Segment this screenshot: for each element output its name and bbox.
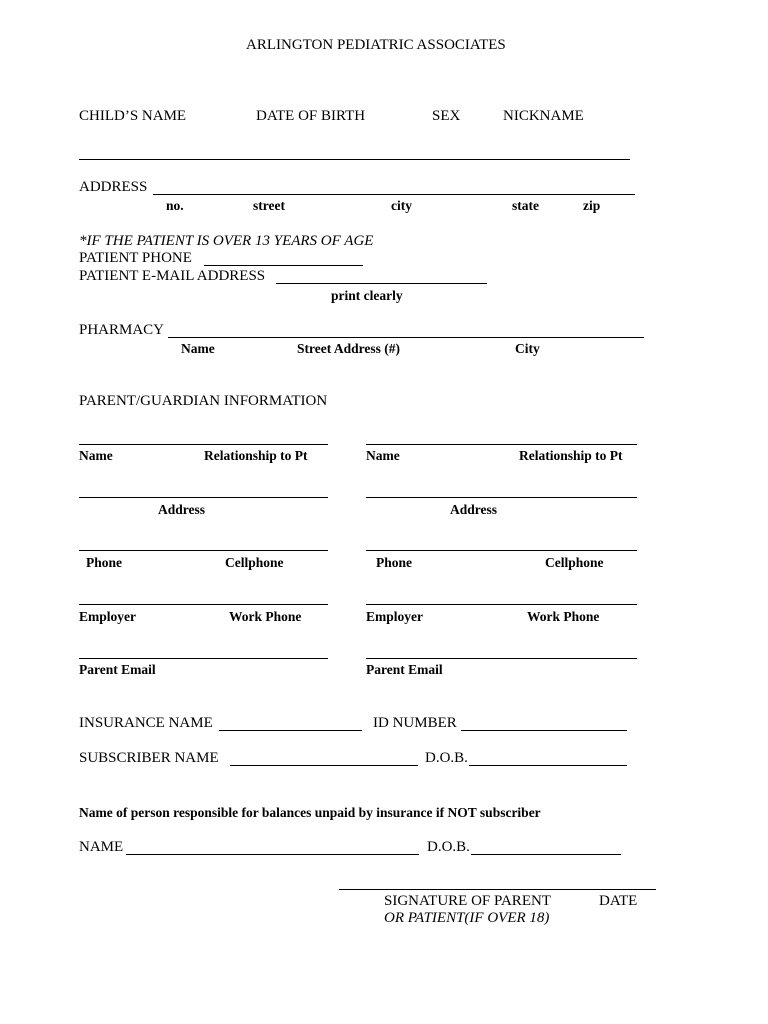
guardian1-email-line[interactable] <box>79 658 328 659</box>
form-title: ARLINGTON PEDIATRIC ASSOCIATES <box>246 37 506 53</box>
responsible-name-label: NAME <box>79 839 124 855</box>
patient-age-note: *IF THE PATIENT IS OVER 13 YEARS OF AGE <box>79 233 374 249</box>
guardian1-phone-line[interactable] <box>79 550 328 551</box>
responsible-dob-line[interactable] <box>471 854 621 855</box>
date-of-birth-label: DATE OF BIRTH <box>256 108 366 124</box>
responsible-name-line[interactable] <box>126 854 419 855</box>
address-street-caption: street <box>253 198 285 213</box>
guardian2-work-phone-caption: Work Phone <box>527 609 600 624</box>
guardian2-employer-caption: Employer <box>366 609 423 624</box>
responsible-party-note: Name of person responsible for balances unpaid by insurance if NOT subscriber <box>79 805 541 820</box>
guardian2-phone-line[interactable] <box>366 550 637 551</box>
guardian2-phone-caption: Phone <box>376 555 413 570</box>
guardian1-address-caption: Address <box>158 502 206 517</box>
guardian1-work-phone-caption: Work Phone <box>229 609 302 624</box>
signature-line[interactable] <box>339 889 656 890</box>
patient-email-line[interactable] <box>276 283 487 284</box>
subscriber-name-label: SUBSCRIBER NAME <box>79 750 219 766</box>
id-number-line[interactable] <box>461 730 627 731</box>
address-line[interactable] <box>153 194 635 195</box>
subscriber-name-line[interactable] <box>230 765 418 766</box>
address-label: ADDRESS <box>79 179 148 195</box>
child-info-line[interactable] <box>79 159 630 160</box>
id-number-label: ID NUMBER <box>373 715 457 731</box>
insurance-name-line[interactable] <box>219 730 362 731</box>
pharmacy-street-caption: Street Address (#) <box>297 341 400 356</box>
guardian2-name-line[interactable] <box>366 444 637 445</box>
subscriber-dob-line[interactable] <box>469 765 627 766</box>
sex-label: SEX <box>432 108 461 124</box>
guardian1-name-line[interactable] <box>79 444 328 445</box>
childs-name-label: CHILD’S NAME <box>79 108 187 124</box>
address-city-caption: city <box>391 198 412 213</box>
patient-phone-label: PATIENT PHONE <box>79 250 192 266</box>
address-state-caption: state <box>512 198 539 213</box>
guardian2-email-line[interactable] <box>366 658 637 659</box>
pharmacy-city-caption: City <box>515 341 540 356</box>
guardian2-cellphone-caption: Cellphone <box>545 555 604 570</box>
guardian2-email-caption: Parent Email <box>366 662 443 677</box>
insurance-name-label: INSURANCE NAME <box>79 715 213 731</box>
guardian1-relationship-caption: Relationship to Pt <box>204 448 308 463</box>
guardian2-name-caption: Name <box>366 448 400 463</box>
guardian1-email-caption: Parent Email <box>79 662 156 677</box>
responsible-dob-label: D.O.B. <box>427 839 470 855</box>
guardian2-relationship-caption: Relationship to Pt <box>519 448 623 463</box>
guardian1-name-caption: Name <box>79 448 113 463</box>
signature-label: SIGNATURE OF PARENT <box>384 893 551 909</box>
signature-note: OR PATIENT(IF OVER 18) <box>384 910 550 926</box>
guardian1-address-line[interactable] <box>79 497 328 498</box>
pharmacy-line[interactable] <box>168 337 644 338</box>
guardian1-employer-caption: Employer <box>79 609 136 624</box>
guardian1-employer-line[interactable] <box>79 604 328 605</box>
patient-email-label: PATIENT E-MAIL ADDRESS <box>79 268 266 284</box>
print-clearly-caption: print clearly <box>331 288 403 303</box>
signature-date-label: DATE <box>599 893 638 909</box>
guardian1-phone-caption: Phone <box>86 555 123 570</box>
nickname-label: NICKNAME <box>503 108 584 124</box>
guardian2-address-caption: Address <box>450 502 498 517</box>
address-no-caption: no. <box>166 198 184 213</box>
guardian1-cellphone-caption: Cellphone <box>225 555 284 570</box>
pharmacy-name-caption: Name <box>181 341 215 356</box>
subscriber-dob-label: D.O.B. <box>425 750 468 766</box>
guardian-heading: PARENT/GUARDIAN INFORMATION <box>79 393 328 409</box>
guardian2-address-line[interactable] <box>366 497 637 498</box>
guardian2-employer-line[interactable] <box>366 604 637 605</box>
address-zip-caption: zip <box>583 198 601 213</box>
patient-phone-line[interactable] <box>204 265 363 266</box>
pharmacy-label: PHARMACY <box>79 322 165 338</box>
